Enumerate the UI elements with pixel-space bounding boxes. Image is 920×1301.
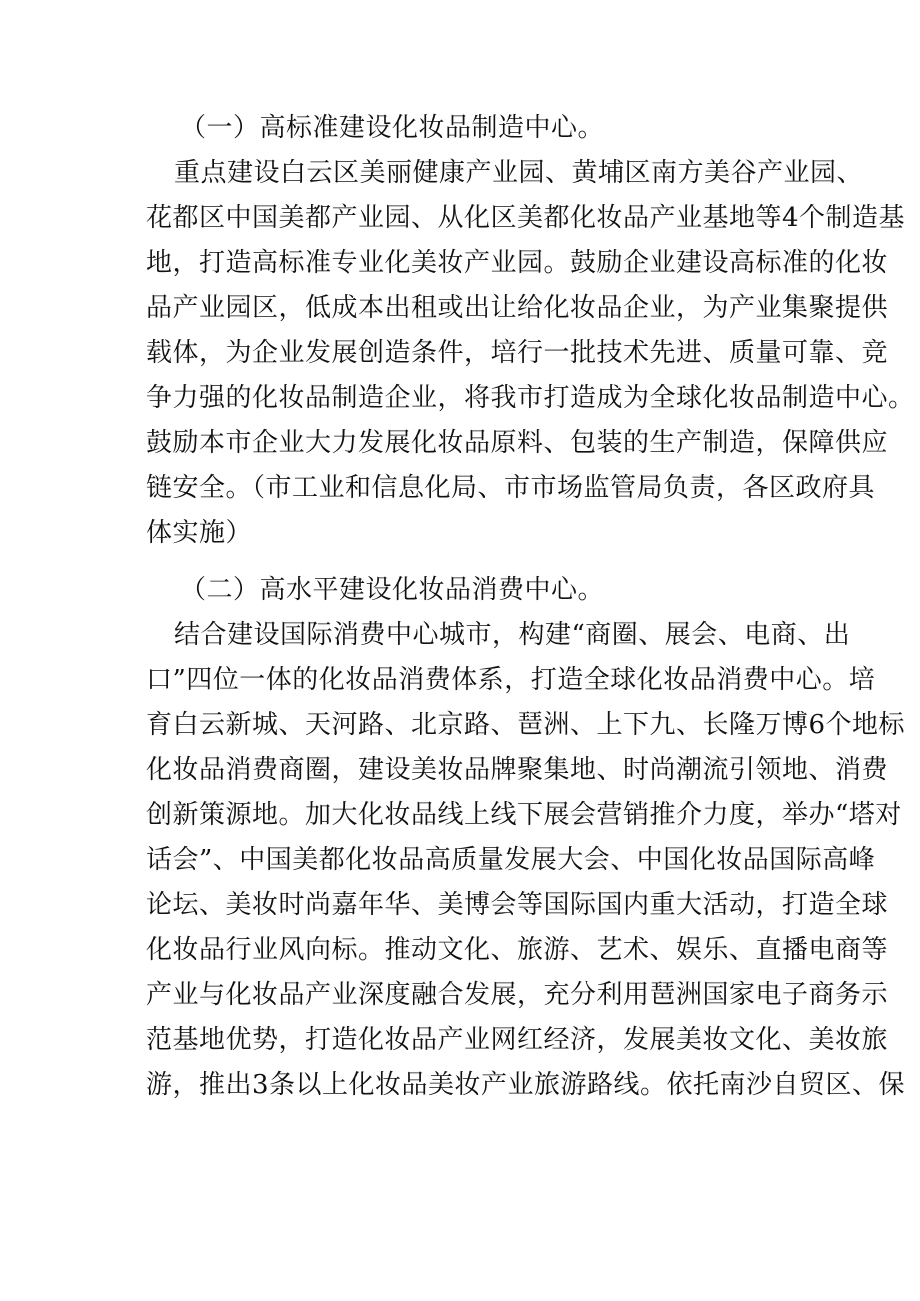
paragraph-line: 重点建设白云区美丽健康产业园、黄埔区南方美谷产业园、: [174, 158, 864, 188]
paragraph-line: 产业与化妆品产业深度融合发展，充分利用琶洲国家电子商务示: [146, 980, 889, 1010]
section-1-heading: （一）高标准建设化妆品制造中心。: [180, 113, 605, 143]
paragraph-line: 游，推出3条以上化妆品美妆产业旅游路线。依托南沙自贸区、保: [146, 1070, 906, 1100]
section-2-heading: （二）高水平建设化妆品消费中心。: [180, 575, 605, 605]
paragraph-line: 地，打造高标准专业化美妆产业园。鼓励企业建设高标准的化妆: [146, 248, 889, 278]
paragraph-line: 话会”、中国美都化妆品高质量发展大会、中国化妆品国际高峰: [146, 845, 876, 875]
paragraph-line: 育白云新城、天河路、北京路、琶洲、上下九、长隆万博6个地标: [146, 710, 906, 740]
paragraph-line: 花都区中国美都产业园、从化区美都化妆品产业基地等4个制造基: [146, 203, 906, 233]
paragraph-line: 争力强的化妆品制造企业，将我市打造成为全球化妆品制造中心。: [146, 383, 915, 413]
paragraph-line: 载体，为企业发展创造条件，培行一批技术先进、质量可靠、竞: [146, 338, 889, 368]
paragraph-line: 论坛、美妆时尚嘉年华、美博会等国际国内重大活动，打造全球: [146, 890, 889, 920]
paragraph-line: 链安全。（市工业和信息化局、市市场监管局负责，各区政府具: [146, 473, 876, 503]
paragraph-line: 鼓励本市企业大力发展化妆品原料、包装的生产制造，保障供应: [146, 428, 889, 458]
paragraph-line: 化妆品消费商圈，建设美妆品牌聚集地、时尚潮流引领地、消费: [146, 755, 889, 785]
paragraph-line: 品产业园区，低成本出租或出让给化妆品企业，为产业集聚提供: [146, 293, 889, 323]
paragraph-line: 口”四位一体的化妆品消费体系，打造全球化妆品消费中心。培: [146, 665, 876, 695]
paragraph-line: 化妆品行业风向标。推动文化、旅游、艺术、娱乐、直播电商等: [146, 935, 889, 965]
paragraph-line: 体实施）: [146, 518, 253, 548]
paragraph-line: 创新策源地。加大化妆品线上线下展会营销推介力度，举办“塔对: [146, 800, 902, 830]
paragraph-line: 范基地优势，打造化妆品产业网红经济，发展美妆文化、美妆旅: [146, 1025, 889, 1055]
paragraph-line: 结合建设国际消费中心城市，构建“商圈、展会、电商、出: [174, 620, 851, 650]
